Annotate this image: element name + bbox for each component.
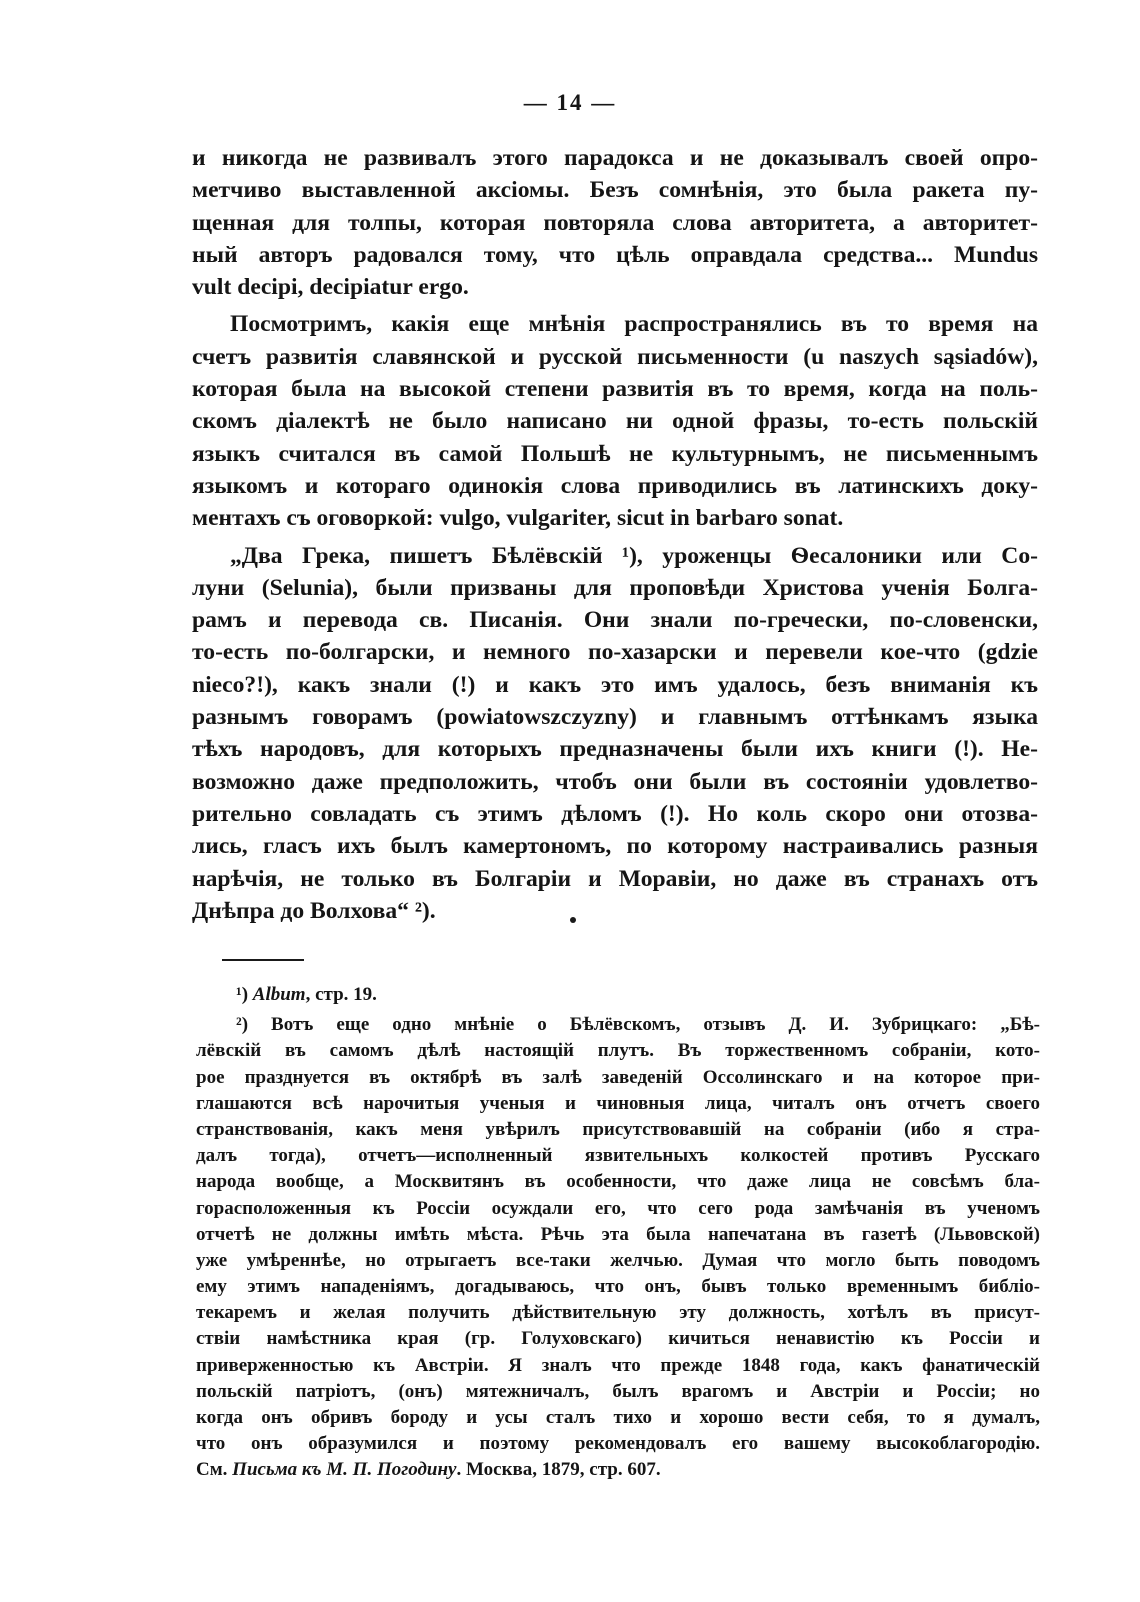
text-line: „Два Грека, пишетъ Бѣлёвскій ¹), уроженцы Ѳесалоники или Со- <box>230 542 1038 569</box>
footnote-source: Album <box>252 984 306 1005</box>
footnote-line: приверженностью къ Австріи. Я зналъ что прежде 1848 года, какъ фанатическій <box>196 1354 1040 1376</box>
footnote-text: , стр. 19. <box>305 984 377 1005</box>
text-line: Днѣпра до Волхова“ ²). <box>192 897 436 924</box>
footnote-separator <box>222 959 304 961</box>
footnote-line: когда онъ обривъ бороду и усы сталъ тихо и хорошо вести себя, то я думалъ, <box>196 1407 1040 1428</box>
text-line: которая была на высокой степени развитія въ то время, когда на поль- <box>192 376 1038 403</box>
paragraph <box>192 308 1038 534</box>
citation-rest: . Москва, 1879, стр. 607. <box>456 1459 661 1481</box>
footnote-line: далъ тогда), отчетъ—исполненный язвительныхъ колкостей противъ Русскаго <box>196 1145 1040 1167</box>
footnote-2 <box>196 1012 1040 1483</box>
footnote-line: текаремъ и желая получить дѣйствительную эту должность, хотѣлъ въ присут- <box>196 1302 1040 1324</box>
footnote-line: ему этимъ нападеніямъ, догадываюсь, что онъ, бывъ только временнымъ библіо- <box>196 1276 1040 1298</box>
footnote-mark: ¹) <box>236 984 249 1005</box>
text-line: луни (Selunia), были призваны для проповѣди Христова ученія Болга- <box>192 574 1038 601</box>
text-line: метчиво выставленной аксіомы. Безъ сомнѣнія, это была ракета пу- <box>192 177 1038 204</box>
footnote-line: глашаются всѣ нарочитыя ученыя и чиновныя лица, читалъ онъ отчетъ своего <box>196 1092 1040 1114</box>
footnotes <box>196 982 1040 1484</box>
footnote-line: странствованія, какъ меня увѣрилъ присутствовавшій на собраніи (ибо я стра- <box>196 1118 1040 1140</box>
footnote-line: отчетѣ не должны имѣть мѣста. Рѣчь эта была напечатана въ газетѣ (Львовской) <box>196 1223 1040 1245</box>
footnote-1 <box>196 982 1040 1008</box>
text-line: тѣхъ народовъ, для которыхъ предназначены были ихъ книги (!). Не- <box>192 736 1038 763</box>
text-line: ный авторъ радовался тому, что цѣль оправдала средства... Mundus <box>192 241 1038 268</box>
footnote-line: что онъ образумился и поэтому рекомендовалъ его вашему высокоблагородію. <box>196 1433 1040 1455</box>
main-text <box>192 142 1038 932</box>
text-line: то-есть по-болгарски, и немного по-хазарски и перевели кое-что (gdzie <box>192 639 1038 666</box>
footnote-line: польскій патріотъ, (онъ) мятежничалъ, былъ врагомъ и Австріи и Россіи; но <box>196 1380 1040 1402</box>
citation-work: Письма къ М. П. Погодину <box>232 1459 457 1481</box>
text-line: Посмотримъ, какія еще мнѣнія распространялись въ то время на <box>230 311 1038 338</box>
text-line: разнымъ говорамъ (powiatowszczyzny) и главнымъ оттѣнкамъ языка <box>192 704 1038 731</box>
text-line: языкомъ и котораго одинокія слова приводились въ латинскихъ доку- <box>192 472 1038 499</box>
text-line: vult decipi, decipiatur ergo. <box>192 274 469 301</box>
text-line: скомъ діалектѣ не было написано ни одной фразы, то-есть польскій <box>192 408 1038 435</box>
citation-prefix: См. <box>196 1459 233 1481</box>
paragraph <box>192 540 1038 928</box>
footnote-line: народа вообще, а Москвитянъ въ особенности, что даже лица не совсѣмъ бла- <box>196 1171 1040 1193</box>
text-line: языкъ считался въ самой Польшѣ не культурнымъ, не письменнымъ <box>192 440 1038 467</box>
paragraph <box>192 142 1038 303</box>
text-line: возможно даже предположить, чтобъ они были въ состояніи удовлетво- <box>192 768 1038 795</box>
ink-dot <box>570 917 576 923</box>
footnote-line: ствіи намѣстника края (гр. Голуховскаго) кичиться ненавистію къ Россіи и <box>196 1328 1040 1350</box>
footnote-line: ²) Вотъ еще одно мнѣніе о Бѣлёвскомъ, отзывъ Д. И. Зубрицкаго: „Бѣ- <box>236 1014 1040 1036</box>
text-line: nieco?!), какъ знали (!) и какъ это имъ удалось, безъ вниманія къ <box>192 671 1038 698</box>
text-line: рамъ и перевода св. Писанія. Они знали по-гречески, по-словенски, <box>192 607 1038 634</box>
footnote-line: лёвскій въ самомъ дѣлѣ настоящій плутъ. Въ торжественномъ собраніи, кото- <box>196 1040 1040 1062</box>
text-line: счетъ развитія славянской и русской письменности (u naszych sąsiadów), <box>192 343 1038 370</box>
text-line: ментахъ съ оговоркой: vulgo, vulgariter, sicut in barbaro sonat. <box>192 505 844 532</box>
footnote-line: горасположенныя къ Россіи осуждали его, что сего рода замѣчанія въ ученомъ <box>196 1197 1040 1219</box>
footnote-line: рое празднуется въ октябрѣ въ залѣ заведеній Оссолинскаго и на которое при- <box>196 1066 1040 1088</box>
footnote-citation <box>196 1457 1040 1483</box>
text-line: щенная для толпы, которая повторяла слова авторитета, а авторитет- <box>192 209 1038 236</box>
text-line: нарѣчія, не только въ Болгаріи и Моравіи, но даже въ странахъ отъ <box>192 865 1038 892</box>
footnote-line: уже умѣреннѣе, но отрыгаетъ все-таки желчью. Думая что могло быть поводомъ <box>196 1249 1040 1271</box>
page-number: — 14 — <box>523 90 617 115</box>
text-line: рительно совладать съ этимъ дѣломъ (!). Но коль скоро они отозва- <box>192 800 1038 827</box>
text-line: лись, гласъ ихъ былъ камертономъ, по которому настраивались разныя <box>192 833 1038 860</box>
text-line: и никогда не развивалъ этого парадокса и не доказывалъ своей опро- <box>192 145 1038 171</box>
